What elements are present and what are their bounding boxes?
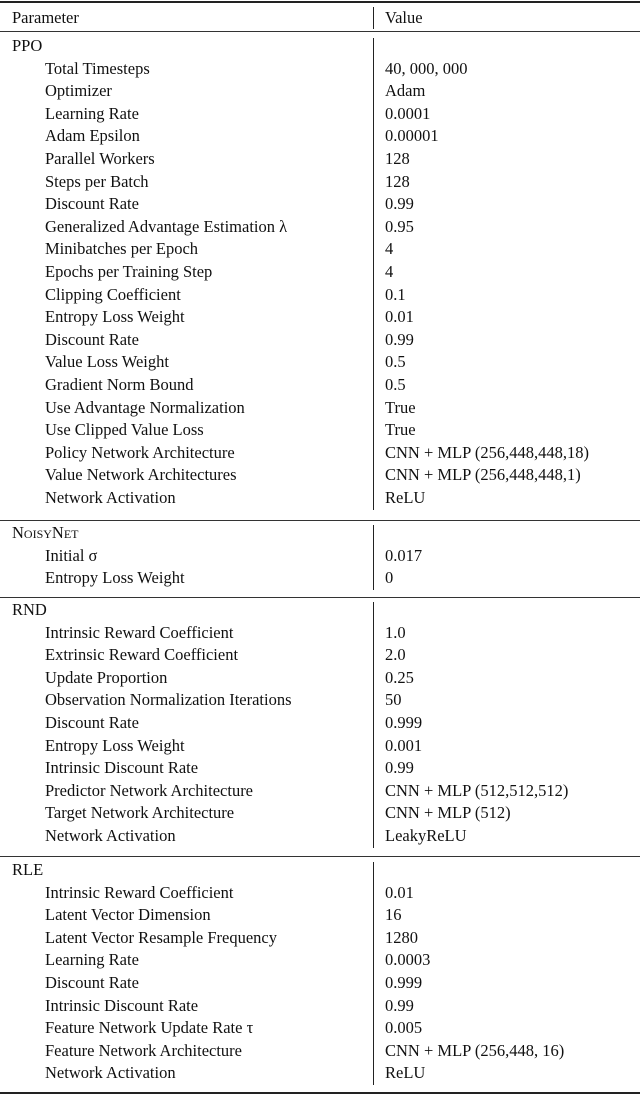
parameter-name: Entropy Loss Weight	[45, 568, 185, 588]
table-row	[0, 972, 640, 995]
parameter-name: Epochs per Training Step	[45, 261, 213, 281]
parameter-value: 0.01	[385, 882, 414, 902]
parameter-name: Observation Normalization Iterations	[45, 690, 292, 710]
parameter-value: 40, 000, 000	[385, 58, 468, 78]
table-row	[0, 802, 640, 825]
table-row	[0, 949, 640, 972]
table-row	[0, 995, 640, 1018]
parameter-name: Discount Rate	[45, 712, 139, 732]
table-row	[0, 58, 640, 81]
parameter-name: Optimizer	[45, 81, 112, 101]
parameter-name: Network Activation	[45, 1063, 176, 1083]
parameter-value: 4	[385, 239, 394, 259]
parameter-name: Feature Network Update Rate τ	[45, 1018, 254, 1038]
table-row	[0, 464, 640, 487]
parameter-name: Policy Network Architecture	[45, 442, 235, 462]
table-row	[0, 171, 640, 194]
table-row	[0, 261, 640, 284]
section-title: RLE	[12, 860, 44, 879]
table-row	[0, 374, 640, 397]
parameter-name: Value Network Architectures	[45, 465, 237, 485]
parameter-name: Gradient Norm Bound	[45, 374, 194, 394]
parameter-value: ReLU	[385, 1063, 426, 1083]
parameter-name: Use Advantage Normalization	[45, 397, 245, 417]
parameter-value: 1.0	[385, 622, 406, 642]
table-row	[0, 125, 640, 148]
parameter-value: 0.99	[385, 995, 414, 1015]
parameter-value: 0.017	[385, 545, 423, 565]
table-row	[0, 667, 640, 690]
parameter-name: Use Clipped Value Loss	[45, 420, 204, 440]
section-title: PPO	[12, 36, 43, 55]
table-row	[0, 757, 640, 780]
section-title: RND	[12, 600, 47, 619]
table-row	[0, 103, 640, 126]
parameter-name: Latent Vector Dimension	[45, 905, 211, 925]
parameter-name: Discount Rate	[45, 972, 139, 992]
parameter-name: Latent Vector Resample Frequency	[45, 927, 277, 947]
parameter-name: Predictor Network Architecture	[45, 780, 254, 800]
parameter-value: True	[385, 420, 416, 440]
table-row	[0, 419, 640, 442]
parameter-value: 0.5	[385, 374, 406, 394]
parameter-value: ReLU	[385, 487, 426, 507]
parameter-value: CNN + MLP (256,448, 16)	[385, 1040, 565, 1060]
table-row	[0, 735, 640, 758]
parameter-value: 1280	[385, 927, 418, 947]
parameter-value: True	[385, 397, 416, 417]
parameter-value: 0.0003	[385, 950, 431, 970]
header-rule	[0, 31, 640, 32]
parameter-name: Discount Rate	[45, 329, 139, 349]
parameter-name: Update Proportion	[45, 667, 168, 687]
parameter-name: Feature Network Architecture	[45, 1040, 243, 1060]
parameter-name: Discount Rate	[45, 194, 139, 214]
parameter-value: 0.95	[385, 216, 414, 236]
parameter-value: CNN + MLP (512)	[385, 803, 511, 823]
parameter-value: 0.001	[385, 735, 423, 755]
parameter-value: 0.999	[385, 972, 423, 992]
section-title-row	[0, 522, 640, 545]
table-row	[0, 825, 640, 848]
table-row	[0, 1062, 640, 1085]
table-row	[0, 442, 640, 465]
table-row	[0, 351, 640, 374]
parameter-value: 4	[385, 261, 394, 281]
table-row	[0, 927, 640, 950]
table-row	[0, 306, 640, 329]
header-parameter: Parameter	[12, 8, 79, 27]
section-3	[0, 859, 640, 1085]
parameter-value: CNN + MLP (512,512,512)	[385, 780, 569, 800]
table-row	[0, 238, 640, 261]
section-rule	[0, 597, 640, 598]
parameter-value: 0.1	[385, 284, 406, 304]
table-row	[0, 689, 640, 712]
table-row	[0, 904, 640, 927]
table-row	[0, 80, 640, 103]
parameter-name: Intrinsic Discount Rate	[45, 995, 199, 1015]
parameter-value: Adam	[385, 81, 426, 101]
parameter-value: 0.999	[385, 712, 423, 732]
parameter-name: Minibatches per Epoch	[45, 239, 199, 259]
parameter-value: 0.25	[385, 667, 414, 687]
table-row	[0, 644, 640, 667]
parameter-name: Value Loss Weight	[45, 352, 169, 372]
parameter-name: Intrinsic Reward Coefficient	[45, 882, 234, 902]
parameter-value: 128	[385, 148, 410, 168]
table-row	[0, 329, 640, 352]
section-title-row	[0, 599, 640, 622]
parameter-name: Extrinsic Reward Coefficient	[45, 645, 239, 665]
parameter-name: Generalized Advantage Estimation λ	[45, 216, 288, 236]
column-divider	[373, 7, 374, 29]
section-0	[0, 35, 640, 509]
parameter-value: 0.99	[385, 758, 414, 778]
section-title-row	[0, 35, 640, 58]
table-row	[0, 780, 640, 803]
table-row	[0, 487, 640, 510]
table-row	[0, 882, 640, 905]
parameter-value: LeakyReLU	[385, 825, 467, 845]
parameter-name: Intrinsic Reward Coefficient	[45, 622, 234, 642]
parameter-name: Total Timesteps	[45, 58, 150, 78]
table-row	[0, 567, 640, 590]
parameter-value: 0	[385, 568, 394, 588]
table-row	[0, 1040, 640, 1063]
table-row	[0, 284, 640, 307]
parameter-name: Intrinsic Discount Rate	[45, 758, 199, 778]
parameter-name: Initial σ	[45, 545, 98, 565]
table-row	[0, 622, 640, 645]
header-value: Value	[385, 8, 423, 27]
parameter-value: 0.00001	[385, 126, 439, 146]
parameter-name: Network Activation	[45, 825, 176, 845]
parameter-value: CNN + MLP (256,448,448,18)	[385, 442, 589, 462]
table-header	[0, 3, 640, 32]
parameter-name: Learning Rate	[45, 950, 139, 970]
parameter-value: 0.01	[385, 307, 414, 327]
parameter-value: 0.005	[385, 1018, 423, 1038]
table-row	[0, 193, 640, 216]
parameter-value: 128	[385, 171, 410, 191]
section-title-row	[0, 859, 640, 882]
parameter-value: 0.5	[385, 352, 406, 372]
parameter-value: CNN + MLP (256,448,448,1)	[385, 465, 581, 485]
table-row	[0, 1017, 640, 1040]
section-rule	[0, 856, 640, 857]
parameter-name: Clipping Coefficient	[45, 284, 181, 304]
parameter-name: Parallel Workers	[45, 148, 155, 168]
section-1	[0, 522, 640, 590]
parameter-name: Steps per Batch	[45, 171, 149, 191]
parameter-value: 50	[385, 690, 402, 710]
parameter-name: Adam Epsilon	[45, 126, 140, 146]
parameter-name: Learning Rate	[45, 103, 139, 123]
parameter-value: 0.99	[385, 194, 414, 214]
parameter-value: 2.0	[385, 645, 406, 665]
parameter-value: 0.0001	[385, 103, 431, 123]
section-title: NoisyNet	[12, 523, 79, 542]
table-row	[0, 216, 640, 239]
table-row	[0, 712, 640, 735]
parameter-name: Entropy Loss Weight	[45, 735, 185, 755]
parameter-name: Target Network Architecture	[45, 803, 235, 823]
parameter-name: Network Activation	[45, 487, 176, 507]
parameter-name: Entropy Loss Weight	[45, 307, 185, 327]
section-rule	[0, 520, 640, 521]
section-2	[0, 599, 640, 848]
parameter-value: 0.99	[385, 329, 414, 349]
table-row	[0, 397, 640, 420]
bottom-rule	[0, 1092, 640, 1094]
table-row	[0, 545, 640, 568]
table-row	[0, 148, 640, 171]
parameter-value: 16	[385, 905, 402, 925]
